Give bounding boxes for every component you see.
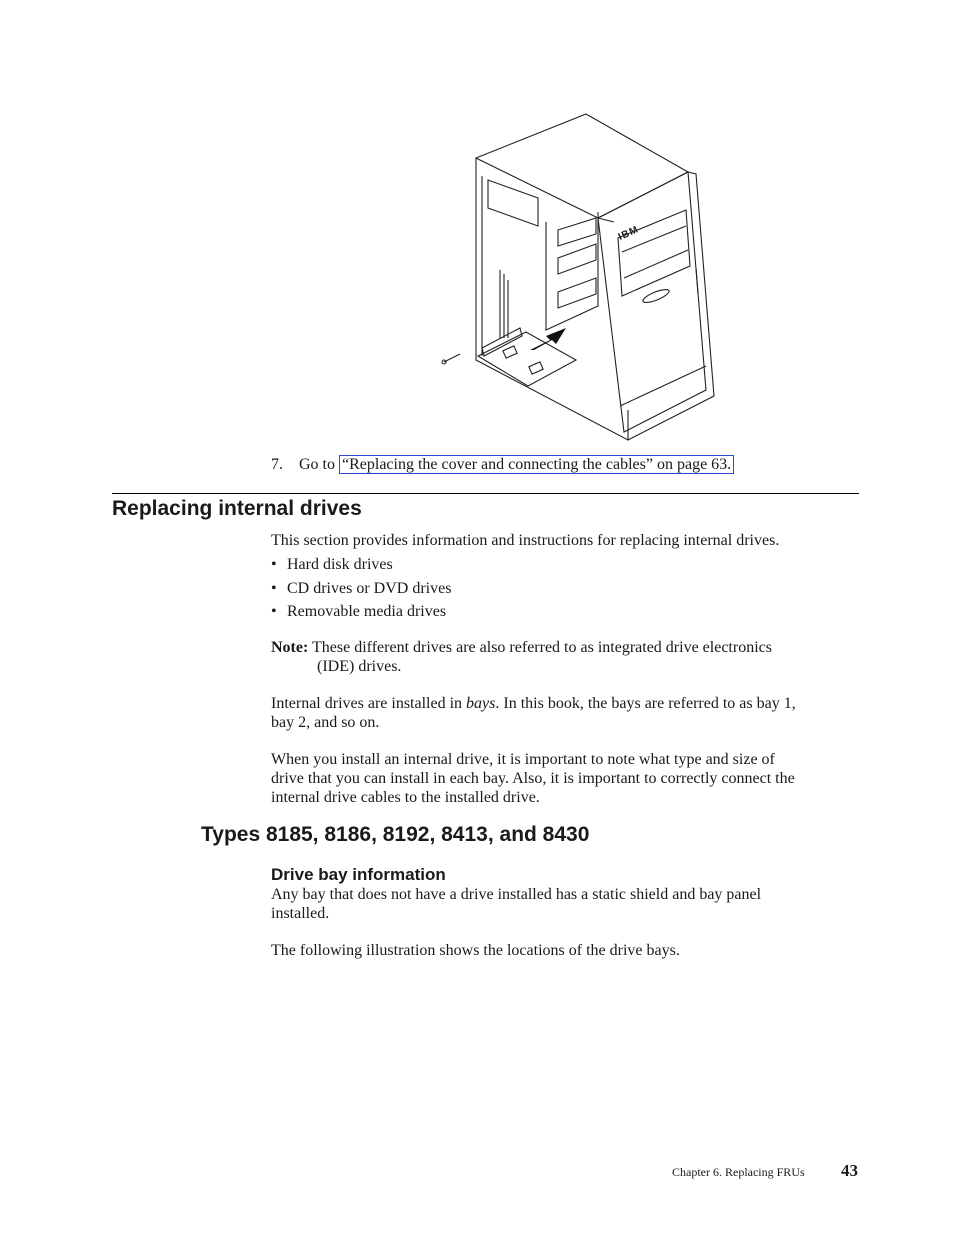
section-title: Replacing internal drives	[112, 497, 362, 520]
ibm-logo: IBM	[616, 224, 641, 243]
following-paragraph: The following illustration shows the locations of the drive bays.	[271, 942, 680, 959]
step-7	[271, 455, 791, 475]
section-intro: This section provides information and instructions for replacing internal drives.	[271, 532, 780, 549]
computer-illustration	[438, 110, 718, 442]
list-item: • CD drives or DVD drives	[271, 579, 452, 597]
anybay-paragraph: Any bay that does not have a drive installed has a static shield and bay panel installed.	[271, 886, 762, 922]
step-number: 7.	[271, 456, 283, 473]
list-item: • Hard disk drives	[271, 556, 393, 573]
footer-chapter: Chapter 6. Replacing FRUs	[672, 1165, 805, 1179]
list-item: • Removable media drives	[271, 603, 447, 620]
page-number: 43	[841, 1161, 858, 1180]
drive-type-list	[271, 555, 451, 626]
types-heading: Types 8185, 8186, 8192, 8413, and 8430	[201, 823, 590, 846]
install-paragraph: When you install an internal drive, it is important to note what type and size of drive that you can install in each bay. Also, it is important to correctly connect the internal drive cables to the installed drive.	[271, 751, 795, 806]
note-label: Note:	[271, 639, 309, 656]
note-text-line2: (IDE) drives.	[317, 658, 402, 675]
section-divider	[112, 493, 859, 494]
bays-term: bays	[466, 695, 496, 712]
step-prefix: Go to	[299, 456, 335, 473]
bays-paragraph: Internal drives are installed in bays. In this book, the bays are referred to as bay 1, bay 2, and so on.	[271, 695, 796, 731]
replacing-cover-link[interactable]: “Replacing the cover and connecting the cables” on page 63.	[339, 455, 734, 474]
drive-bay-info-heading: Drive bay information	[271, 865, 446, 884]
note-block	[271, 638, 841, 676]
note-text-line1: These different drives are also referred to as integrated drive electronics	[312, 639, 772, 656]
computer-tower-icon	[438, 110, 718, 442]
